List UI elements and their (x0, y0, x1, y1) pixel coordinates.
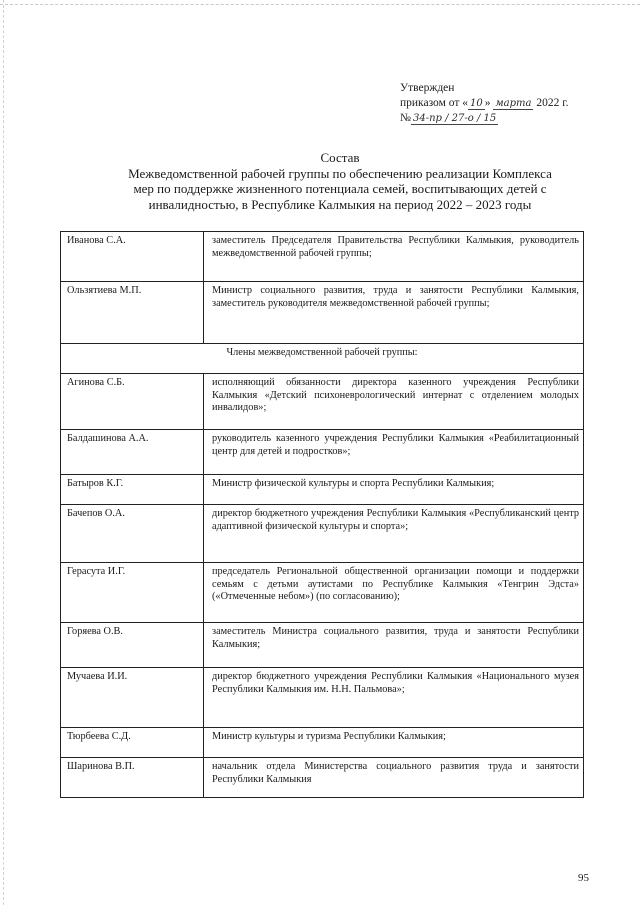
member-position: заместитель Министра социального развития, труда и занятости Республики Калмыкия; (204, 623, 584, 668)
table-row (61, 668, 584, 728)
member-name: Агинова С.Б. (61, 374, 204, 430)
member-position: исполняющий обязанности директора казенного учреждения Республики Калмыкия «Детский психоневрологический интернат с отделением молодых инвалидов»; (204, 374, 584, 430)
approval-line1: Утвержден (400, 82, 455, 94)
scan-left-border (3, 0, 4, 905)
approval-mid: » (484, 97, 494, 109)
roster-table (60, 231, 584, 798)
table-row (61, 623, 584, 668)
member-position: Министр физической культуры и спорта Республики Калмыкия; (204, 475, 584, 505)
member-name: Тюрбеева С.Д. (61, 728, 204, 758)
table-row (61, 344, 584, 374)
approval-month: марта (495, 98, 532, 109)
approval-number: 34-пр / 27-о / 15 (412, 113, 497, 124)
table-row (61, 475, 584, 505)
table-row (61, 374, 584, 430)
approval-day: 10 (469, 98, 483, 109)
member-position: директор бюджетного учреждения Республики Калмыкия «Национального музея Республики Калмыкия им. Н.Н. Пальмова»; (204, 668, 584, 728)
table-row (61, 282, 584, 344)
approval-number-prefix: № (400, 112, 411, 124)
approval-line2 (400, 96, 569, 111)
approval-stamp (400, 81, 569, 126)
member-position: Министр культуры и туризма Республики Калмыкия; (204, 728, 584, 758)
table-row (61, 232, 584, 282)
member-name: Батыров К.Г. (61, 475, 204, 505)
member-name: Шаринова В.П. (61, 758, 204, 798)
approval-number-line (400, 111, 569, 126)
title-line-1: Межведомственной рабочей группы по обеспечению реализации Комплекса (128, 165, 552, 181)
table-row (61, 563, 584, 623)
title-heading: Состав (320, 150, 360, 165)
member-name: Ользятиева М.П. (61, 282, 204, 344)
members-heading: Члены межведомственной рабочей группы: (61, 344, 584, 374)
document-title (60, 150, 620, 212)
title-line-3: инвалидностью, в Республике Калмыкия на период 2022 – 2023 годы (148, 196, 532, 212)
member-position: председатель Региональной общественной организации помощи и поддержки семьям с детьми аутистами по Республике Калмыкия «Тенгрин Эдста» («Отмеченные небом») (по согласованию); (204, 563, 584, 623)
member-position: заместитель Председателя Правительства Республики Калмыкия, руководитель межведомственной рабочей группы; (204, 232, 584, 282)
member-name: Герасута И.Г. (61, 563, 204, 623)
member-name: Балдашинова А.А. (61, 430, 204, 475)
scan-top-border (0, 4, 640, 5)
member-position: руководитель казенного учреждения Республики Калмыкия «Реабилитационный центр для детей и подростков»; (204, 430, 584, 475)
member-name: Горяева О.В. (61, 623, 204, 668)
member-position: начальник отдела Министерства социального развития труда и занятости Республики Калмыкия (204, 758, 584, 798)
member-name: Мучаева И.И. (61, 668, 204, 728)
member-position: Министр социального развития, труда и занятости Республики Калмыкия, заместитель руководителя межведомственной рабочей группы; (204, 282, 584, 344)
table-row (61, 505, 584, 563)
member-name: Бачепов О.А. (61, 505, 204, 563)
table-row (61, 728, 584, 758)
approval-suffix: 2022 г. (533, 97, 569, 109)
member-name: Иванова С.А. (61, 232, 204, 282)
table-row (61, 430, 584, 475)
member-position: директор бюджетного учреждения Республики Калмыкия «Республиканский центр адаптивной физической культуры и спорта»; (204, 505, 584, 563)
approval-prefix: приказом от « (400, 97, 468, 109)
table-row (61, 758, 584, 798)
title-line-2: мер по поддержке жизненного потенциала семей, воспитывающих детей с (133, 181, 547, 196)
page-number: 95 (578, 872, 589, 884)
